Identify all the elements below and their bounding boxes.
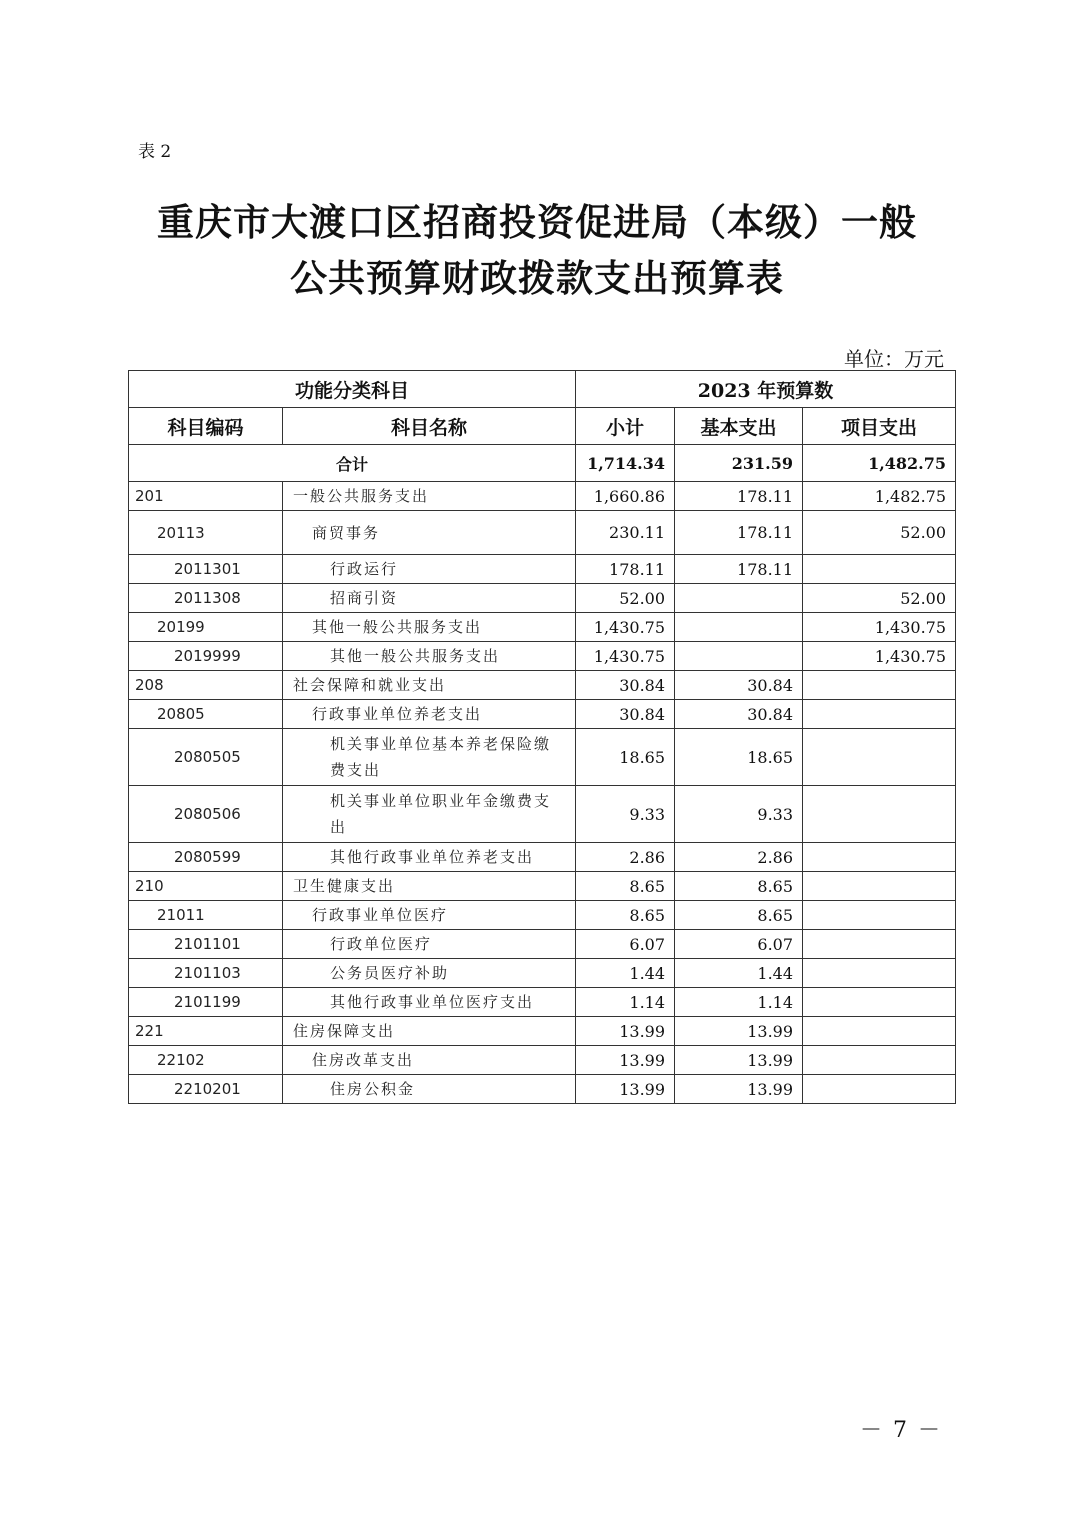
row-name: 商贸事务 — [283, 511, 576, 555]
row-code: 2101101 — [129, 930, 283, 959]
total-row — [129, 445, 956, 482]
row-subtotal: 1.44 — [576, 959, 675, 988]
row-basic: 2.86 — [675, 843, 803, 872]
row-project: 1,430.75 — [803, 613, 956, 642]
row-project — [803, 872, 956, 901]
row-code: 2101199 — [129, 988, 283, 1017]
row-basic: 178.11 — [675, 511, 803, 555]
row-basic: 8.65 — [675, 901, 803, 930]
budget-table — [128, 370, 956, 1104]
row-project — [803, 1075, 956, 1104]
row-project — [803, 729, 956, 786]
row-subtotal: 8.65 — [576, 872, 675, 901]
row-subtotal: 2.86 — [576, 843, 675, 872]
row-project: 1,430.75 — [803, 642, 956, 671]
row-name: 社会保障和就业支出 — [283, 671, 576, 700]
row-basic — [675, 613, 803, 642]
header-column-row — [129, 408, 956, 445]
table-row — [129, 482, 956, 511]
row-code: 208 — [129, 671, 283, 700]
row-basic: 1.44 — [675, 959, 803, 988]
table-row — [129, 872, 956, 901]
row-basic: 13.99 — [675, 1046, 803, 1075]
row-subtotal: 9.33 — [576, 786, 675, 843]
row-basic — [675, 642, 803, 671]
row-project — [803, 843, 956, 872]
row-subtotal: 1.14 — [576, 988, 675, 1017]
total-label: 合计 — [129, 445, 576, 482]
row-project — [803, 988, 956, 1017]
row-subtotal: 1,430.75 — [576, 613, 675, 642]
row-name: 其他一般公共服务支出 — [283, 642, 576, 671]
row-basic: 30.84 — [675, 671, 803, 700]
table-row — [129, 843, 956, 872]
table-row — [129, 584, 956, 613]
header-functional-category: 功能分类科目 — [129, 371, 576, 408]
row-code: 2011308 — [129, 584, 283, 613]
row-name: 其他一般公共服务支出 — [283, 613, 576, 642]
row-code: 21011 — [129, 901, 283, 930]
row-project — [803, 1017, 956, 1046]
table-row — [129, 729, 956, 786]
table-row — [129, 700, 956, 729]
row-project: 52.00 — [803, 511, 956, 555]
row-project: 52.00 — [803, 584, 956, 613]
row-basic — [675, 584, 803, 613]
row-name: 招商引资 — [283, 584, 576, 613]
row-name: 住房保障支出 — [283, 1017, 576, 1046]
table-row — [129, 959, 956, 988]
row-basic: 30.84 — [675, 700, 803, 729]
row-project — [803, 930, 956, 959]
row-subtotal: 13.99 — [576, 1017, 675, 1046]
row-name: 其他行政事业单位医疗支出 — [283, 988, 576, 1017]
row-basic: 18.65 — [675, 729, 803, 786]
row-subtotal: 30.84 — [576, 700, 675, 729]
row-name: 行政运行 — [283, 555, 576, 584]
row-subtotal: 6.07 — [576, 930, 675, 959]
row-code: 210 — [129, 872, 283, 901]
row-subtotal: 178.11 — [576, 555, 675, 584]
table-row — [129, 1075, 956, 1104]
row-project — [803, 786, 956, 843]
row-name: 卫生健康支出 — [283, 872, 576, 901]
row-code: 20805 — [129, 700, 283, 729]
unit-label: 单位：万元 — [844, 347, 944, 371]
header-project: 项目支出 — [803, 408, 956, 445]
row-basic: 178.11 — [675, 555, 803, 584]
row-name: 机关事业单位职业年金缴费支出 — [283, 786, 576, 843]
header-group-row — [129, 371, 956, 408]
table-row — [129, 901, 956, 930]
table-row — [129, 988, 956, 1017]
row-basic: 6.07 — [675, 930, 803, 959]
total-subtotal: 1,714.34 — [576, 445, 675, 482]
row-basic: 9.33 — [675, 786, 803, 843]
row-project — [803, 671, 956, 700]
row-subtotal: 13.99 — [576, 1075, 675, 1104]
row-subtotal: 1,430.75 — [576, 642, 675, 671]
table-label: 表 2 — [138, 142, 172, 162]
header-basic: 基本支出 — [675, 408, 803, 445]
row-name: 行政事业单位医疗 — [283, 901, 576, 930]
row-code: 2101103 — [129, 959, 283, 988]
table-row — [129, 1046, 956, 1075]
row-code: 20113 — [129, 511, 283, 555]
row-name: 住房公积金 — [283, 1075, 576, 1104]
table-row — [129, 1017, 956, 1046]
row-name: 行政单位医疗 — [283, 930, 576, 959]
row-code: 201 — [129, 482, 283, 511]
row-name: 机关事业单位基本养老保险缴费支出 — [283, 729, 576, 786]
row-code: 2080506 — [129, 786, 283, 843]
total-basic: 231.59 — [675, 445, 803, 482]
row-subtotal: 13.99 — [576, 1046, 675, 1075]
row-code: 2019999 — [129, 642, 283, 671]
table-row — [129, 613, 956, 642]
header-budget-year: 2023 年预算数 — [576, 371, 956, 408]
row-code: 20199 — [129, 613, 283, 642]
row-name: 行政事业单位养老支出 — [283, 700, 576, 729]
row-subtotal: 30.84 — [576, 671, 675, 700]
row-code: 22102 — [129, 1046, 283, 1075]
row-code: 2011301 — [129, 555, 283, 584]
row-project — [803, 1046, 956, 1075]
header-subtotal: 小计 — [576, 408, 675, 445]
row-project: 1,482.75 — [803, 482, 956, 511]
row-basic: 8.65 — [675, 872, 803, 901]
row-basic: 13.99 — [675, 1075, 803, 1104]
header-name: 科目名称 — [283, 408, 576, 445]
row-name: 公务员医疗补助 — [283, 959, 576, 988]
table-row — [129, 671, 956, 700]
table-row — [129, 786, 956, 843]
header-code: 科目编码 — [129, 408, 283, 445]
row-subtotal: 52.00 — [576, 584, 675, 613]
page-title-line2: 公共预算财政拨款支出预算表 — [290, 257, 784, 300]
table-row — [129, 930, 956, 959]
row-subtotal: 230.11 — [576, 511, 675, 555]
total-project: 1,482.75 — [803, 445, 956, 482]
row-name: 其他行政事业单位养老支出 — [283, 843, 576, 872]
row-basic: 13.99 — [675, 1017, 803, 1046]
row-code: 2080599 — [129, 843, 283, 872]
row-project — [803, 901, 956, 930]
page-number: － 7 － — [860, 1418, 942, 1443]
row-basic: 178.11 — [675, 482, 803, 511]
row-code: 2210201 — [129, 1075, 283, 1104]
table-row — [129, 642, 956, 671]
table-row — [129, 555, 956, 584]
row-project — [803, 555, 956, 584]
page-title-line1: 重庆市大渡口区招商投资促进局（本级）一般 — [157, 201, 917, 244]
row-project — [803, 959, 956, 988]
row-project — [803, 700, 956, 729]
row-name: 一般公共服务支出 — [283, 482, 576, 511]
row-subtotal: 18.65 — [576, 729, 675, 786]
row-code: 2080505 — [129, 729, 283, 786]
row-subtotal: 8.65 — [576, 901, 675, 930]
row-code: 221 — [129, 1017, 283, 1046]
row-basic: 1.14 — [675, 988, 803, 1017]
table-row — [129, 511, 956, 555]
row-name: 住房改革支出 — [283, 1046, 576, 1075]
row-subtotal: 1,660.86 — [576, 482, 675, 511]
